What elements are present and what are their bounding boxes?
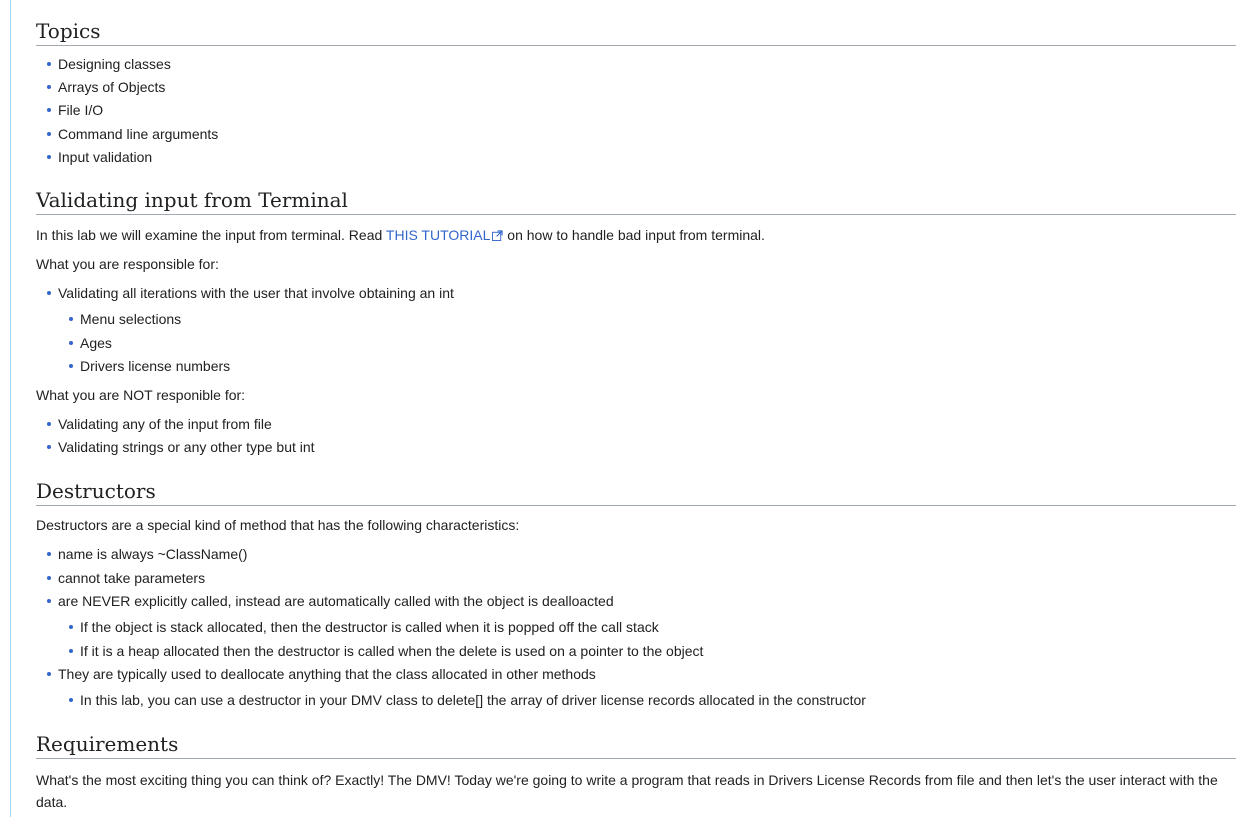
responsible-label: What you are responsible for:	[36, 256, 219, 272]
topics-heading: Topics	[36, 18, 1236, 46]
list-item: Arrays of Objects	[58, 79, 166, 95]
list-item: Validating strings or any other type but int	[58, 439, 315, 455]
list-item: are NEVER explicitly called, instead are automatically called with the object is dealloacted	[58, 593, 614, 609]
requirements-heading: Requirements	[36, 731, 1236, 759]
bullet	[69, 317, 73, 321]
bullet	[69, 364, 73, 368]
destructors-heading: Destructors	[36, 478, 1236, 506]
list-item: Input validation	[58, 149, 153, 165]
list-item: Menu selections	[80, 311, 182, 327]
list-item: Designing classes	[58, 56, 171, 72]
list-item: They are typically used to deallocate anything that the class allocated in other methods	[58, 666, 596, 682]
bullet	[47, 599, 51, 603]
bullet	[47, 445, 51, 449]
bullet	[47, 132, 51, 136]
bullet	[69, 649, 73, 653]
bullet	[47, 85, 51, 89]
list-item: In this lab, you can use a destructor in your DMV class to delete[] the array of driver license records allocated in the constructor	[80, 692, 866, 708]
bullet	[47, 422, 51, 426]
tutorial-link[interactable]: THIS TUTORIAL	[386, 227, 504, 243]
list-item: Validating any of the input from file	[58, 416, 272, 432]
external-link-icon	[492, 230, 503, 241]
validating-heading: Validating input from Terminal	[36, 187, 1236, 215]
bullet	[47, 62, 51, 66]
validating-intro: In this lab we will examine the input from terminal. Read THIS TUTORIAL on how to handle bad input from terminal.	[36, 227, 765, 243]
list-item: Drivers license numbers	[80, 358, 231, 374]
bullet	[47, 672, 51, 676]
list-item: Command line arguments	[58, 126, 219, 142]
bullet	[69, 625, 73, 629]
bullet	[47, 291, 51, 295]
bullet	[69, 341, 73, 345]
not-responsible-label: What you are NOT responible for:	[36, 387, 246, 403]
list-item: If the object is stack allocated, then the destructor is called when it is popped off the call stack	[80, 619, 659, 635]
bullet	[47, 552, 51, 556]
page-left-border	[10, 0, 11, 817]
bullet	[47, 108, 51, 112]
bullet	[47, 576, 51, 580]
bullet	[69, 698, 73, 702]
list-item: If it is a heap allocated then the destructor is called when the delete is used on a pointer to the object	[80, 643, 704, 659]
list-item: name is always ~ClassName()	[58, 546, 248, 562]
list-item: Ages	[80, 335, 112, 351]
bullet	[47, 155, 51, 159]
requirements-text: What's the most exciting thing you can think of? Exactly! The DMV! Today we're going to write a program that reads in Drivers License Records from file and then let's the user interact with the data.	[36, 772, 1218, 810]
list-item: cannot take parameters	[58, 570, 206, 586]
list-item: Validating all iterations with the user that involve obtaining an int	[58, 285, 454, 301]
destructors-intro: Destructors are a special kind of method that has the following characteristics:	[36, 517, 520, 533]
list-item: File I/O	[58, 102, 104, 118]
